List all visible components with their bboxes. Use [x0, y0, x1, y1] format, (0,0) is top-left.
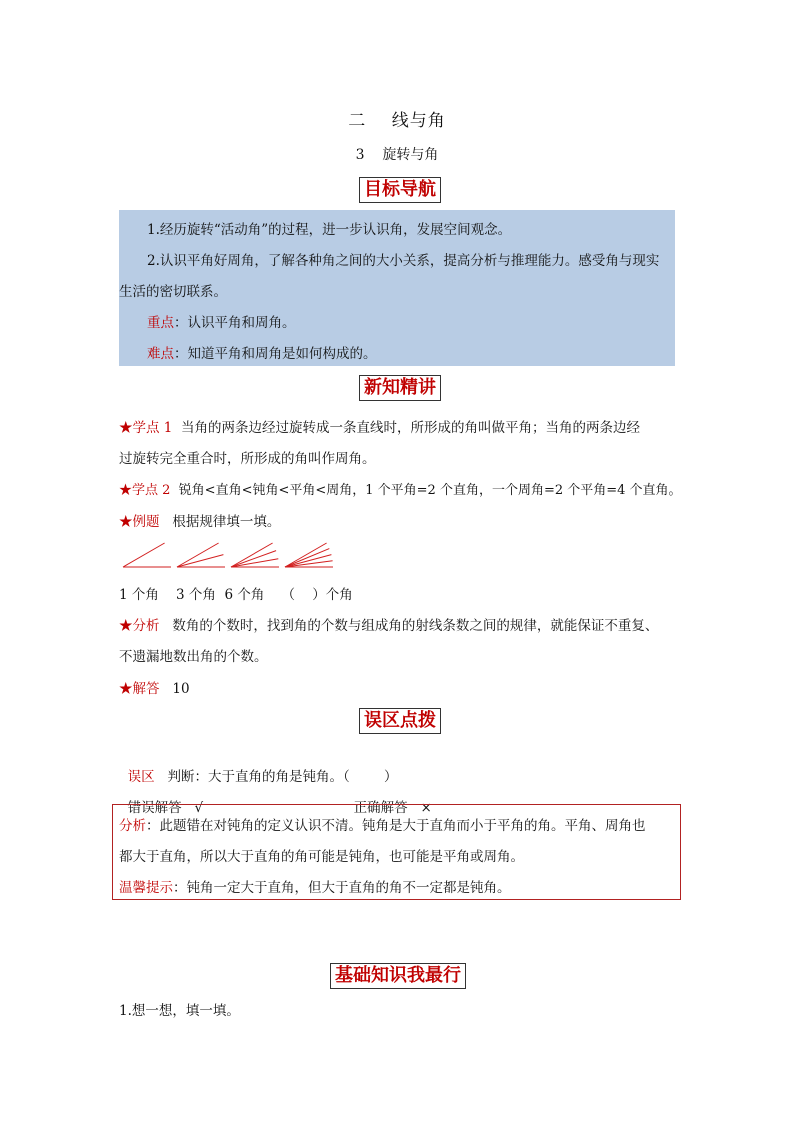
angle-captions: 1 个角 3 个角 6 个角 （ ）个角 [119, 587, 353, 603]
analysis-line-2: 不遗漏地数出角的个数。 [119, 649, 268, 665]
chapter-title: 二 线与角 [348, 111, 446, 131]
key-point-label: 重点 [147, 315, 174, 331]
example-text: 根据规律填一填。 [172, 514, 281, 530]
question-1: 1.想一想，填一填。 [119, 1003, 240, 1019]
difficulty-label: 难点 [147, 346, 174, 362]
ray [177, 543, 219, 567]
mistakes-heading: 误区点拨 [359, 708, 441, 734]
mistake-zone-label: 误区 [127, 769, 155, 785]
goal-item-2-line-1: 2.认识平角好周角，了解各种角之间的大小关系，提高分析与推理能力。感受角与现实 [147, 253, 660, 269]
angle-figure-3 [231, 543, 279, 567]
key-point [147, 311, 296, 331]
goal-item-2-line-2: 生活的密切联系。 [119, 284, 227, 300]
point-1-text: 当角的两条边经过旋转成一条直线时，所形成的角叫做平角；当角的两条边经 [180, 420, 640, 436]
difficulty-text: ：知道平角和周角是如何构成的。 [174, 346, 377, 362]
ray [285, 543, 327, 567]
point-1-label: ★学点 1 [119, 420, 173, 436]
basics-heading: 基础知识我最行 [330, 963, 466, 989]
ray [231, 551, 276, 567]
new-knowledge-heading: 新知精讲 [359, 375, 441, 401]
answer-text: 10 [172, 681, 190, 697]
right-answer-mark: × [420, 800, 432, 816]
angle-figure-1 [123, 543, 171, 567]
ray [177, 555, 223, 567]
mistake-analysis-line-1 [119, 814, 646, 834]
wrong-answer-label: 错误解答 [127, 800, 182, 816]
mistake-zone-text: 判断：大于直角的角是钝角。（ ） [167, 769, 398, 785]
mistake-analysis-line-2: 都大于直角，所以大于直角的角可能是钝角，也可能是平角或周角。 [119, 849, 524, 865]
ray [285, 555, 331, 567]
answer [119, 677, 190, 697]
goals-heading: 目标导航 [359, 177, 441, 203]
key-point-text: ：认识平角和周角。 [174, 315, 296, 331]
warm-tip-label: 温馨提示 [119, 880, 173, 896]
mistake-analysis-text: ：此题错在对钝角的定义认识不清。钝角是大于直角而小于平角的角。平角、周角也 [146, 818, 646, 834]
angle-figure-2 [177, 543, 225, 567]
point-1-line-2: 过旋转完全重合时，所形成的角叫作周角。 [119, 451, 376, 467]
point-2-label: ★学点 2 [119, 483, 171, 498]
angle-figures [115, 533, 345, 575]
lesson-title: 3 旋转与角 [355, 147, 439, 163]
example-label: ★例题 [119, 514, 160, 530]
point-2 [119, 479, 682, 498]
warm-tip-text: ：钝角一定大于直角，但大于直角的角不一定都是钝角。 [173, 880, 511, 896]
analysis-label: ★分析 [119, 618, 160, 634]
ray [123, 543, 165, 567]
goals-panel [119, 210, 675, 366]
example [119, 510, 280, 530]
answer-label: ★解答 [119, 681, 160, 697]
mistake-analysis-box [112, 804, 681, 900]
goal-item-1: 1.经历旋转“活动角”的过程，进一步认识角，发展空间观念。 [147, 222, 512, 238]
right-answer-label: 正确解答 [353, 800, 408, 816]
wrong-answer-mark: √ [194, 800, 204, 816]
point-2-text: 锐角<直角<钝角<平角<周角，1 个平角=2 个直角，一个周角=2 个平角=4 个直角。 [178, 483, 682, 498]
point-1-line-1 [119, 416, 640, 436]
mistake-analysis-label: 分析 [119, 818, 146, 834]
angle-figure-4 [285, 543, 333, 567]
analysis-line-1 [119, 614, 658, 634]
difficulty-point [147, 342, 377, 362]
warm-tip [119, 876, 511, 896]
analysis-text: 数角的个数时，找到角的个数与组成角的射线条数之间的规律，就能保证不重复、 [172, 618, 659, 634]
